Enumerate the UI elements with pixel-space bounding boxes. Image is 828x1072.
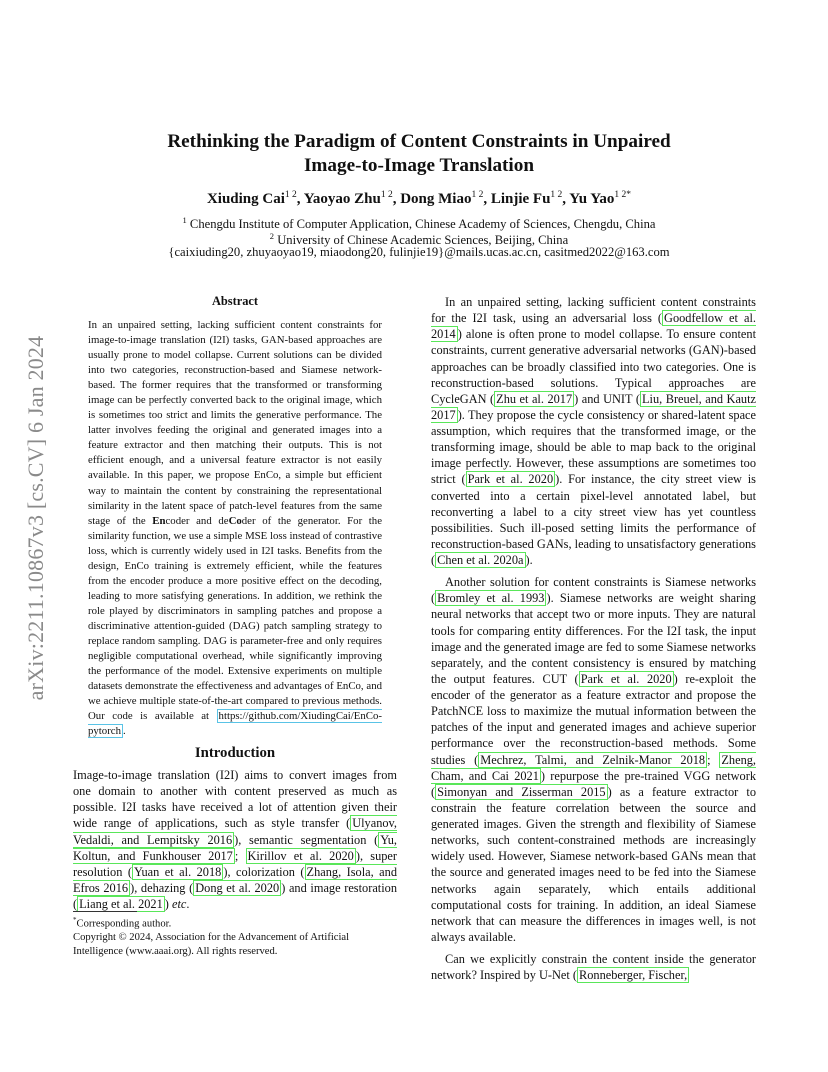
footnote-mark: * bbox=[73, 916, 77, 924]
citation-link[interactable]: Park et al. 2020 bbox=[467, 472, 554, 487]
author-affiliation-mark: 1 2 bbox=[471, 190, 484, 200]
body-text: Another solution for content constraints is Siamese networks ( bbox=[431, 575, 756, 606]
author-list: Xiuding Cai$^{1 2}$, Yaoyao Zhu$^{1 2}$, Dong Miao$^{1 2}$, Linjie $Fu^{1 2}$, Yu Yao$^{1 2*}$ bbox=[206, 190, 632, 207]
intro-etc: etc bbox=[171, 897, 187, 912]
affiliation-text: Chengdu Institute of Computer Application, Chinese Academy of Sciences, Chengdu, China bbox=[189, 217, 656, 232]
abstract-heading: Abstract bbox=[211, 294, 259, 308]
introduction-heading: Introduction bbox=[194, 745, 276, 761]
body-text: ). They propose the cycle consistency or shared-latent space assumption, which requires that the transformed image, or the transforming image, should be able to map back to the original image perfectly. However, these assumptions are sometimes too strict ( bbox=[431, 407, 756, 487]
abstract-bold-co: Co bbox=[228, 514, 242, 527]
abstract-paragraph bbox=[88, 318, 382, 739]
author-name: Linjie Fu bbox=[490, 191, 551, 207]
citation-link[interactable]: Ronneberger, Fischer, bbox=[579, 968, 688, 983]
citation-link[interactable]: Zhang, Isola, and Efros 2016 bbox=[73, 864, 397, 896]
citation-link[interactable]: Park et al. 2020 bbox=[580, 671, 672, 686]
citation-link[interactable]: Liu, Breuel, and Kautz 2017 bbox=[431, 391, 757, 422]
abstract-text: coder and de bbox=[165, 514, 229, 527]
affiliation-text: University of Chinese Academic Sciences, Beijing, China bbox=[277, 233, 569, 248]
intro-text: ), dehazing ( bbox=[130, 881, 194, 896]
code-url-link[interactable]: https://github.com/XiudingCai/EnCo-pytorch bbox=[88, 710, 382, 738]
citation-link[interactable]: Zheng, Cham, and Cai 2021 bbox=[431, 752, 756, 783]
author-affiliation-mark: 1 2 bbox=[380, 190, 393, 200]
citation-link[interactable]: Simonyan and Zisserman 2015 bbox=[437, 784, 606, 799]
corresponding-author-note bbox=[73, 914, 403, 931]
intro-text: ) and image restoration ( bbox=[73, 881, 397, 912]
footnote-text: Corresponding author. bbox=[76, 918, 172, 930]
citation-link[interactable]: Yu, Koltun, and Funkhouser 2017 bbox=[73, 832, 397, 863]
introduction-body bbox=[73, 767, 397, 912]
body-text: ). bbox=[525, 553, 533, 567]
affiliation-mark: 1 bbox=[182, 215, 187, 225]
intro-text: ), semantic segmentation ( bbox=[234, 832, 379, 847]
abstract-text: In an unpaired setting, lacking sufficient content constraints for image-to-image translation (I2I) tasks, GAN-based approaches are usually prone to model collapse. Current solutions can be divided into two categories, reconstruction-based and Siamese network-based. The former requires that the transformed or transforming image can be perfectly converted back to the original image, which is sometimes too strict and limits the generative performance. The latter involves feeding the original and generated images into a feature extractor and then matching their outputs. This is not efficient enough, and a universal feature extractor is not easily available. In this paper, we propose EnCo, a simple but efficient way to maintain the content by constraining the representational similarity in the latent space of patch-level features from the same stage of the bbox=[88, 319, 382, 527]
intro-text: . bbox=[186, 897, 190, 912]
body-text: ; bbox=[707, 752, 720, 767]
intro-text: ; bbox=[234, 848, 246, 863]
abstract-bold-en: En bbox=[152, 514, 166, 527]
body-text: ) as a feature extractor to constrain the feature correlation between the source and generated images. Given the strength and flexibility of Siamese networks, such content-constrained methods are increasingly widely used. However, Siamese network-based GANs mean that the source and generated images need to be fed into the Siamese networks again separately, which entails additional computational costs for training. In addition, an ideal Siamese network that can measure the differences in images well, is not always available. bbox=[431, 784, 757, 944]
body-paragraph bbox=[431, 951, 756, 983]
citation-link[interactable]: Dong et al. 2020 bbox=[195, 881, 280, 896]
intro-text: ), colorization ( bbox=[223, 864, 305, 879]
body-paragraph bbox=[431, 294, 756, 568]
body-text: ). For instance, the city street view is converted into a certain pixel-level annotated label, but reconverting a label to a city street view has yet countless possibilities. Such ill-posed setting limits the performance of reconstruction-based GANs, leading to unsatisfactory generations ( bbox=[431, 472, 756, 567]
paper-title bbox=[110, 130, 728, 178]
abstract-text: . bbox=[122, 725, 126, 738]
body-text: ) repurpose the pre-trained VGG network ( bbox=[431, 768, 757, 799]
title-line-2: Image-to-Image Translation bbox=[303, 155, 535, 176]
citation-link[interactable]: Goodfellow et al. 2014 bbox=[431, 311, 756, 342]
citation-link[interactable]: Chen et al. 2020a bbox=[437, 553, 524, 567]
copyright-line-2: Intelligence (www.aaai.org). All rights reserved. bbox=[73, 945, 278, 957]
abstract-text: der of the generator. For the similarity function, we use a simple MSE loss instead of contrastive loss, which is currently widely used in I2I tasks. Benefits from the design, EnCo training is extremely efficient, while the features from the encoder produce a more positive effect on the decoding, leading to more satisfying generations. In addition, we rethink the role played by discriminators in sampling patches and propose a discriminative attention-guided (DAG) patch sampling strategy to replace random sampling. DAG is parameter-free and only requires negligible computational overhead, while significantly improving the performance of the model. Extensive experiments on multiple datasets demonstrate the effectiveness and advantages of EnCo, and we achieve multiple state-of-the-art compared to previous methods. Our code is available at bbox=[88, 514, 382, 723]
footnote-rule bbox=[73, 911, 137, 912]
body-text: ) re-exploit the encoder of the generator as a feature extractor and propose the PatchNCE loss to maximize the mutual information between the patches of the input and generated images and achieve superior performance over the reconstruction-based methods. Some studies ( bbox=[431, 671, 756, 767]
citation-link[interactable]: Kirillov et al. 2020 bbox=[247, 848, 354, 863]
author-name: Yu Yao bbox=[569, 191, 615, 207]
citation-link[interactable]: Bromley et al. 1993 bbox=[437, 591, 545, 606]
citation-link[interactable]: Yuan et al. 2018 bbox=[133, 864, 222, 879]
title-line-1: Rethinking the Paradigm of Content Constraints in Unpaired bbox=[167, 131, 671, 152]
abstract-body bbox=[88, 318, 382, 739]
author-name: Dong Miao bbox=[400, 191, 472, 207]
body-text: ) alone is often prone to model collapse. To ensure content constraints, current generative adversarial networks (GAN)-based approaches can be broadly classified into two categories. One is reconstruction-based solutions. Typical approaches are CycleGAN ( bbox=[431, 327, 756, 406]
right-column bbox=[431, 294, 756, 989]
citation-link[interactable]: Mechrez, Talmi, and Zelnik-Manor 2018 bbox=[480, 752, 706, 767]
arxiv-id: arXiv:2211.10867v3 [cs.CV] 6 Jan 2024 bbox=[23, 335, 48, 701]
intro-text: Image-to-image translation (I2I) aims to convert images from one domain to another with content preserved as much as possible. I2I tasks have received a lot of attention given their wide range of applications, such as style transfer ( bbox=[73, 768, 397, 831]
author-name: Xiuding Cai bbox=[206, 191, 285, 207]
author-affiliation-mark: 1 2 bbox=[550, 190, 563, 200]
author-affiliation-mark: 1 2 bbox=[284, 190, 297, 200]
author-affiliation-mark: 1 2* bbox=[614, 190, 632, 200]
citation-link[interactable]: Liang et al. 2021 bbox=[79, 897, 163, 912]
body-text: ) and UNIT ( bbox=[574, 391, 640, 406]
body-text: In an unpaired setting, lacking sufficient content constraints for the I2I task, using an adversarial loss ( bbox=[431, 295, 756, 326]
author-emails: {caixiuding20, zhuyaoyao19, miaodong20, fulinjie19}@mails.ucas.ac.cn, casitmed2022@163.com bbox=[168, 245, 670, 259]
author-name: Yaoyao Zhu bbox=[303, 191, 381, 207]
arxiv-stamp bbox=[14, 298, 58, 738]
footnote bbox=[73, 914, 403, 958]
citation-link[interactable]: Zhu et al. 2017 bbox=[496, 391, 573, 406]
citation-link[interactable]: Ulyanov, Vedaldi, and Lempitsky 2016 bbox=[73, 816, 397, 847]
intro-text: ) bbox=[164, 897, 172, 912]
body-text: ). Siamese networks are weight sharing neural networks that accept two or more inputs. They are natural tools for comparing entity differences. For the I2I task, the input image and the generated image are fed to some Siamese networks separately, and the content consistency is ensured by matching the output features. CUT ( bbox=[431, 591, 756, 686]
body-paragraph bbox=[431, 574, 756, 945]
body-text: Can we explicitly constrain the content inside the generator network? Inspired by U-Net ( bbox=[431, 952, 756, 983]
introduction-paragraph bbox=[73, 767, 397, 912]
intro-text: ), super resolution ( bbox=[73, 848, 397, 879]
copyright-line-1: Copyright © 2024, Association for the Advancement of Artificial bbox=[73, 932, 350, 944]
affiliation-mark: 2 bbox=[269, 231, 275, 241]
